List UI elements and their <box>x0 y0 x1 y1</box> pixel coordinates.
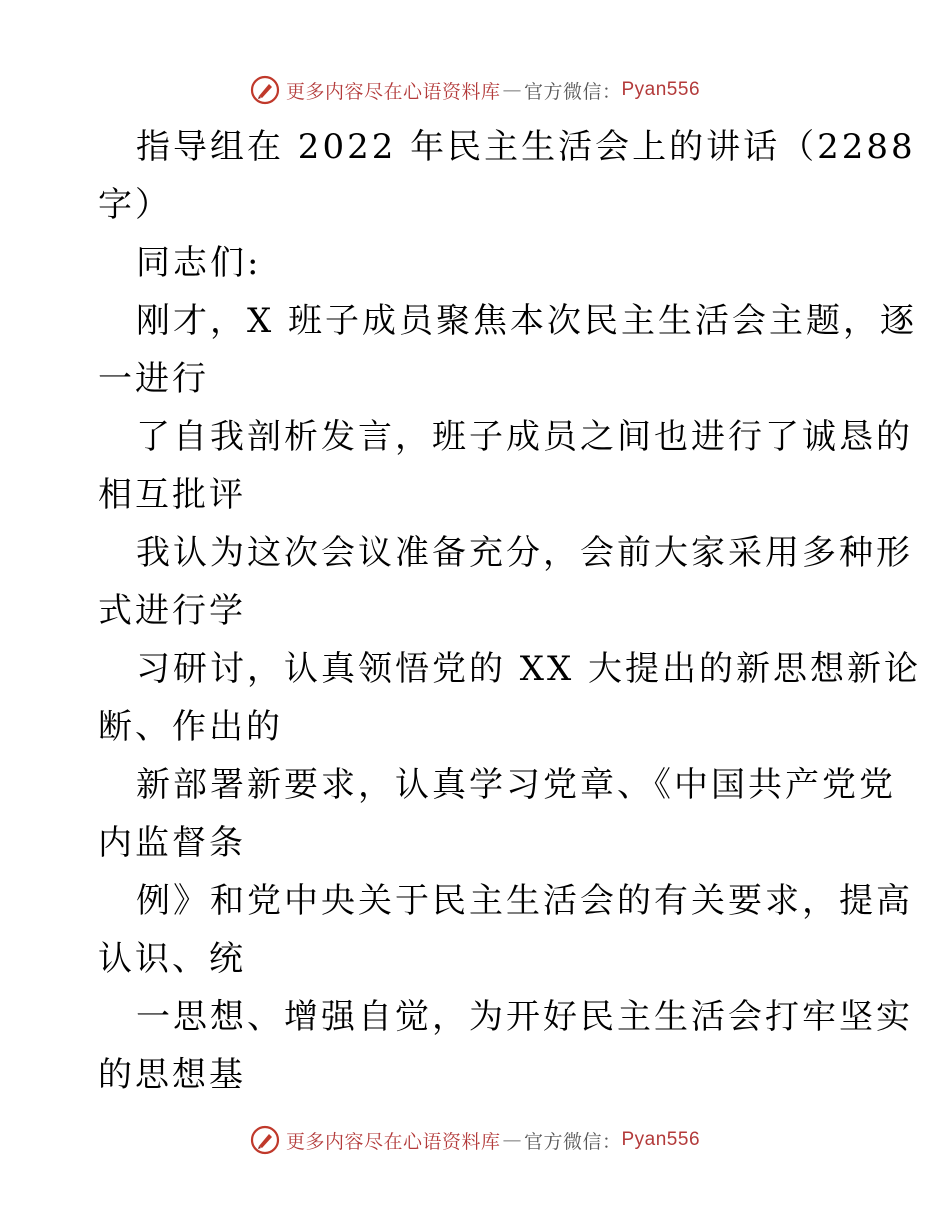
text-line: 认识、统 <box>98 939 246 979</box>
pen-nib-circle-icon <box>250 1125 280 1155</box>
text-line: 式进行学 <box>98 591 246 631</box>
watermark-wechat-label: 官方微信： <box>523 80 622 103</box>
watermark-dash: — <box>502 1129 522 1151</box>
text-line: 相互批评 <box>98 475 246 515</box>
watermark-text: 更多内容尽在心语资料库 <box>285 80 501 103</box>
text-line: 新部署新要求，认真学习党章、《中国共产党党 <box>136 765 896 805</box>
text-line: 一思想、增强自觉，为开好民主生活会打牢坚实 <box>136 997 913 1037</box>
pen-nib-circle-icon <box>250 75 280 105</box>
text-line: 例》和党中央关于民主生活会的有关要求，提高 <box>136 881 913 921</box>
header-watermark <box>0 70 950 110</box>
text-line: 习研讨，认真领悟党的 XX 大提出的新思想新论 <box>136 649 922 689</box>
text-line: 内监督条 <box>98 823 246 863</box>
text-line: 了自我剖析发言，班子成员之间也进行了诚恳的 <box>136 417 913 457</box>
watermark-text: 更多内容尽在心语资料库 <box>285 1130 501 1153</box>
text-line: 的思想基 <box>98 1055 246 1095</box>
text-line: 同志们: <box>136 243 262 283</box>
text-line: 指导组在 2022 年民主生活会上的讲话（2288 <box>136 127 916 167</box>
text-line: 刚才，X 班子成员聚焦本次民主生活会主题，逐 <box>136 301 918 341</box>
watermark-wechat-id: Pyan556 <box>621 1129 701 1150</box>
document-body <box>98 118 922 1104</box>
text-line: 断、作出的 <box>98 707 283 747</box>
text-line: 一进行 <box>98 359 209 399</box>
footer-watermark <box>0 1120 950 1160</box>
watermark-dash: — <box>502 79 522 101</box>
text-line: 我认为这次会议准备充分，会前大家采用多种形 <box>136 533 913 573</box>
watermark-wechat-label: 官方微信： <box>523 1130 622 1153</box>
watermark-wechat-id: Pyan556 <box>621 79 701 100</box>
text-line: 字） <box>98 185 172 225</box>
